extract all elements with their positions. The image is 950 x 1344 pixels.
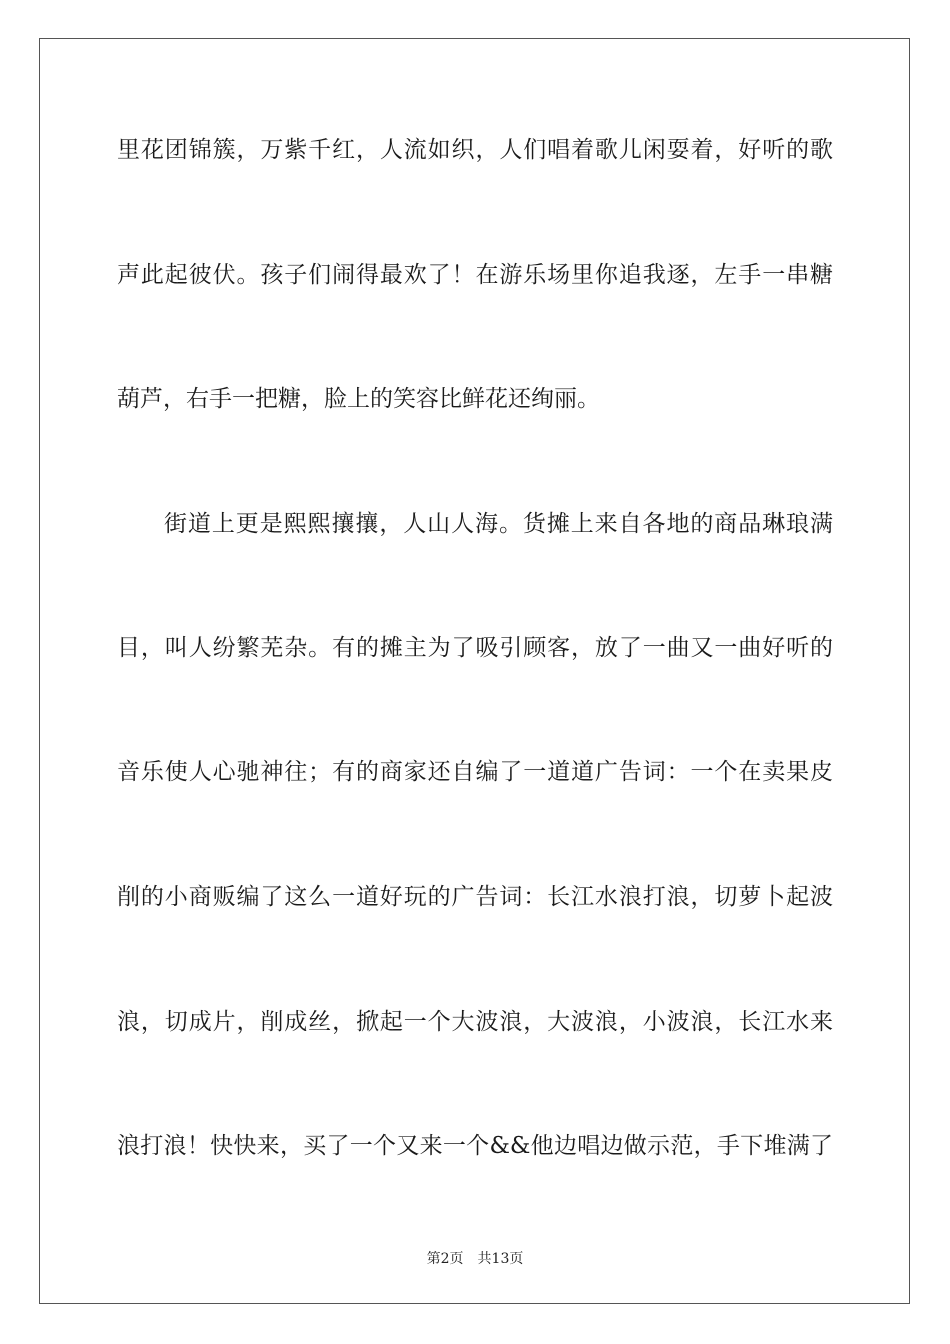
page-number-current: 第2页 — [426, 1251, 464, 1267]
paragraph-line: 音乐使人心驰神往；有的商家还自编了一道道广告词：一个在卖果皮 — [117, 759, 833, 785]
page-border — [39, 38, 910, 1304]
paragraph-line: 浪，切成片，削成丝，掀起一个大波浪，大波浪，小波浪，长江水来 — [117, 1009, 833, 1035]
page-number-total: 共13页 — [477, 1251, 524, 1267]
paragraph-line: 声此起彼伏。孩子们闹得最欢了！在游乐场里你追我逐，左手一串糖 — [117, 262, 833, 288]
paragraph-line: 浪打浪！快快来，买了一个又来一个&&他边唱边做示范，手下堆满了 — [117, 1133, 833, 1159]
paragraph-line: 削的小商贩编了这么一道好玩的广告词：长江水浪打浪，切萝卜起波 — [117, 884, 833, 910]
paragraph-line: 里花团锦簇，万紫千红，人流如织，人们唱着歌儿闲耍着，好听的歌 — [117, 137, 833, 163]
paragraph-line: 目，叫人纷繁芜杂。有的摊主为了吸引顾客，放了一曲又一曲好听的 — [117, 635, 833, 661]
paragraph-line: 街道上更是熙熙攘攘，人山人海。货摊上来自各地的商品琳琅满 — [164, 511, 833, 537]
paragraph-line: 葫芦，右手一把糖，脸上的笑容比鲜花还绚丽。 — [117, 386, 600, 412]
page-footer — [0, 1248, 950, 1268]
